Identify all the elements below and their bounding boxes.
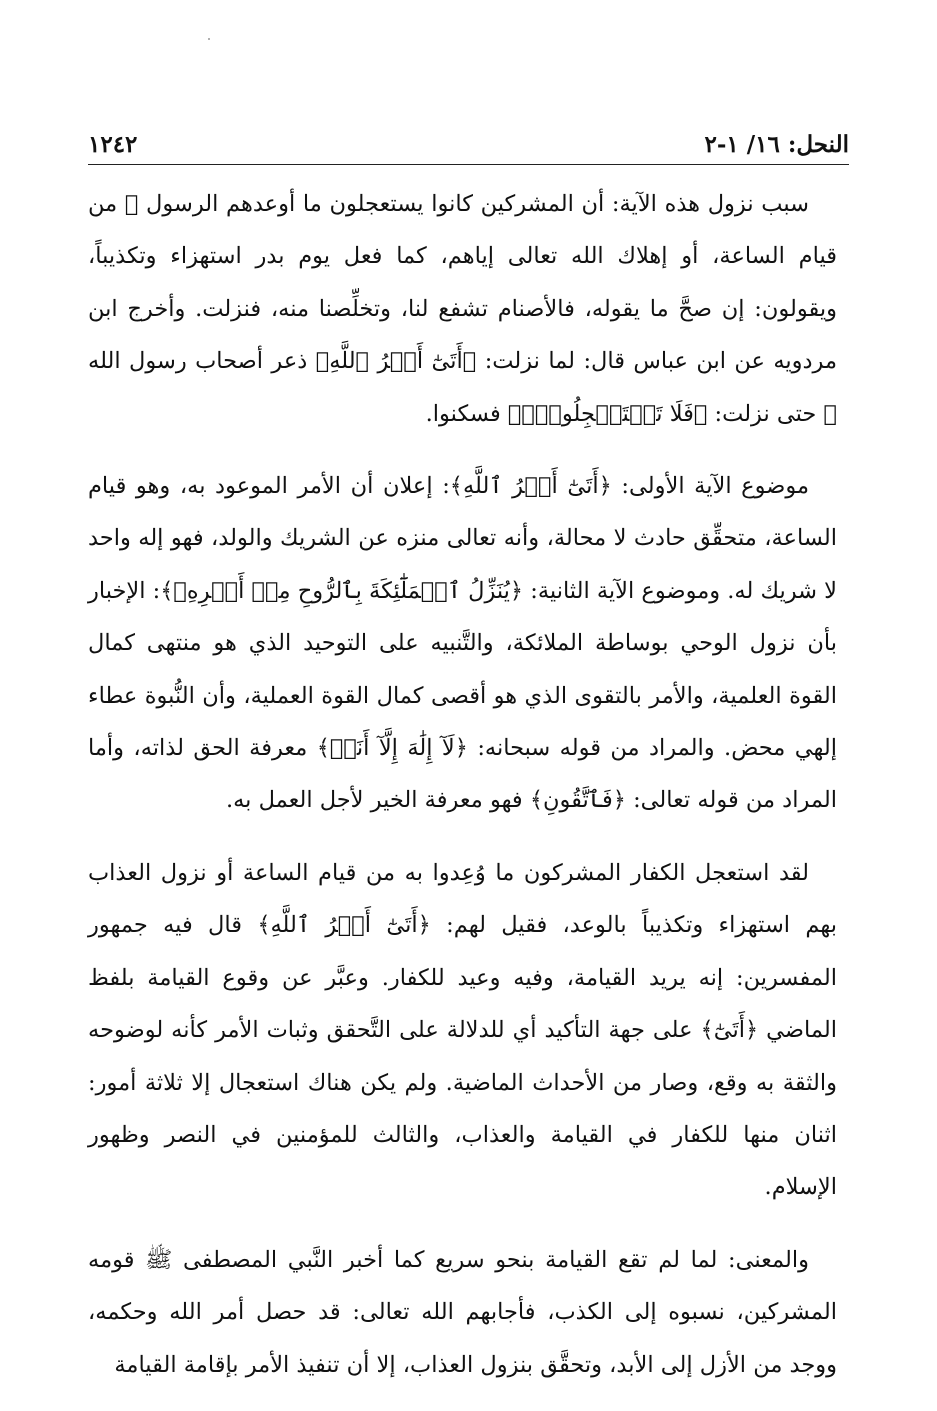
chapter-reference: النحل: ١٦/ ١-٢ xyxy=(704,131,849,158)
main-text xyxy=(88,178,837,1411)
paragraph-revelation-cause: سبب نزول هذه الآية: أن المشركين كانوا يستعجلون ما أوعدهم الرسول ﷺ من قيام الساعة، أو إهلاك الله تعالى إياهم، كما فعل يوم بدر استهزاء وتكذيباً، ويقولون: إن صحَّ ما يقوله، فالأصنام تشفع لنا، وتخلِّصنا منه، فنزلت. وأخرج ابن مردويه عن ابن عباس قال: لما نزلت: ﴿أَتَىٰٓ أَمۡرُ ٱللَّهِ﴾ ذعر أصحاب رسول الله ﷺ حتى نزلت: ﴿فَلَا تَسۡتَعۡجِلُوهُۚ﴾ فسكنوا. xyxy=(88,191,837,427)
paragraph-verse-topics: موضوع الآية الأولى: ﴿أَتَىٰٓ أَمۡرُ ٱللَّهِ﴾: إعلان أن الأمر الموعود به، وهو قيام الساعة، متحقِّق حادث لا محالة، وأنه تعالى منزه عن الشريك والولد، فهو إله واحد لا شريك له. وموضوع الآية الثانية: ﴿يُنَزِّلُ ٱلۡمَلَٰٓئِكَةَ بِٱلرُّوحِ مِنۡ أَمۡرِهِۦ﴾: الإخبار بأن نزول الوحي بوساطة الملائكة، والتَّنبيه على التوحيد الذي هو منتهى كمال القوة العلمية، والأمر بالتقوى الذي هو أقصى كمال القوة العملية، وأن النُّبوة عطاء إلهي محض. والمراد من قوله سبحانه: ﴿لَآ إِلَٰهَ إِلَّآ أَنَا۠﴾ معرفة الحق لذاته، وأما المراد من قوله تعالى: ﴿فَٱتَّقُونِ﴾ فهو معرفة الخير لأجل العمل به. xyxy=(88,473,837,814)
page-number: ١٢٤٢ xyxy=(88,131,138,158)
running-header xyxy=(88,118,849,158)
paragraph-hastening: لقد استعجل الكفار المشركون ما وُعِدوا به من قيام الساعة أو نزول العذاب بهم استهزاء وتكذيباً بالوعد، فقيل لهم: ﴿أَتَىٰٓ أَمۡرُ ٱللَّهِ﴾ قال فيه جمهور المفسرين: إنه يريد القيامة، وفيه وعيد للكفار. وعبَّر عن وقوع القيامة بلفظ الماضي ﴿أَتَىٰٓ﴾ على جهة التأكيد أي للدلالة على التَّحقق وثبات الأمر كأنه لوضوحه والثقة به وقع، وصار من الأحداث الماضية. ولم يكن هناك استعجال إلا ثلاثة أمور: اثنان منها للكفار في القيامة والعذاب، والثالث للمؤمنين في النصر وظهور الإسلام. xyxy=(88,859,837,1201)
scan-speck xyxy=(208,38,210,40)
paragraph-meaning: والمعنى: لما لم تقع القيامة بنحو سريع كما أخبر النَّبي المصطفى ﷺ قومه المشركين، نسبوه إلى الكذب، فأجابهم الله تعالى: قد حصل أمر الله وحكمه، ووجد من الأزل إلى الأبد، وتحقَّق بنزول العذاب، إلا أن تنفيذ الأمر بإقامة القيامة xyxy=(88,1246,837,1378)
header-divider xyxy=(88,164,849,165)
